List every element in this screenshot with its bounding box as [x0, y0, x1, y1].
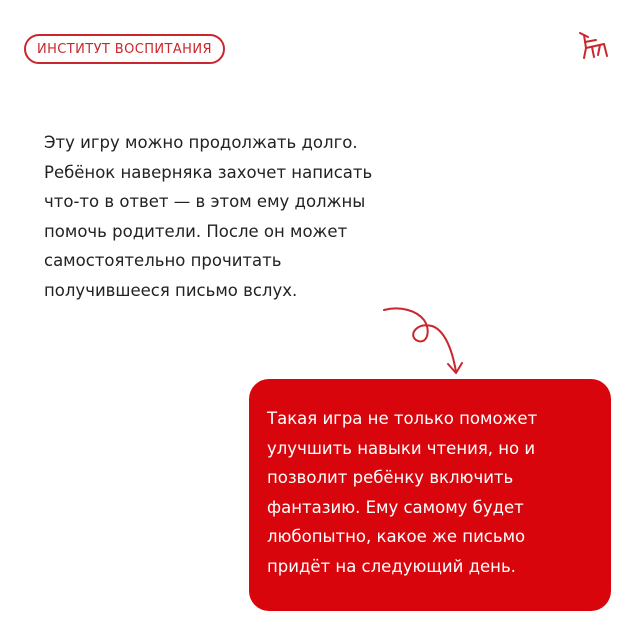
curly-arrow-down-icon [378, 300, 478, 384]
card-text [267, 404, 611, 581]
institute-badge [24, 34, 225, 64]
highlight-card [249, 379, 611, 611]
card-line: улучшить навыки чтения, но и [267, 438, 536, 458]
card-line: позволит ребёнку включить [267, 468, 514, 487]
intro-line: самостоятельно прочитать [44, 251, 282, 270]
card-line: любопытно, какое же письмо [267, 527, 526, 546]
intro-line: Ребёнок наверняка захочет написать [44, 162, 373, 182]
intro-line: помочь родители. После он может [44, 221, 348, 241]
badge-label: ИНСТИТУТ ВОСПИТАНИЯ [37, 41, 212, 57]
chair-icon [576, 28, 610, 62]
card-line: придёт на следующий день. [267, 556, 516, 576]
intro-line: получившееся письмо вслух. [44, 280, 298, 300]
intro-paragraph [44, 128, 464, 305]
intro-line: Эту игру можно продолжать долго. [44, 133, 358, 152]
intro-line: что-то в ответ — в этом ему должны [44, 192, 366, 211]
card-line: Такая игра не только поможет [267, 409, 538, 428]
card-line: фантазию. Ему самому будет [267, 497, 524, 517]
